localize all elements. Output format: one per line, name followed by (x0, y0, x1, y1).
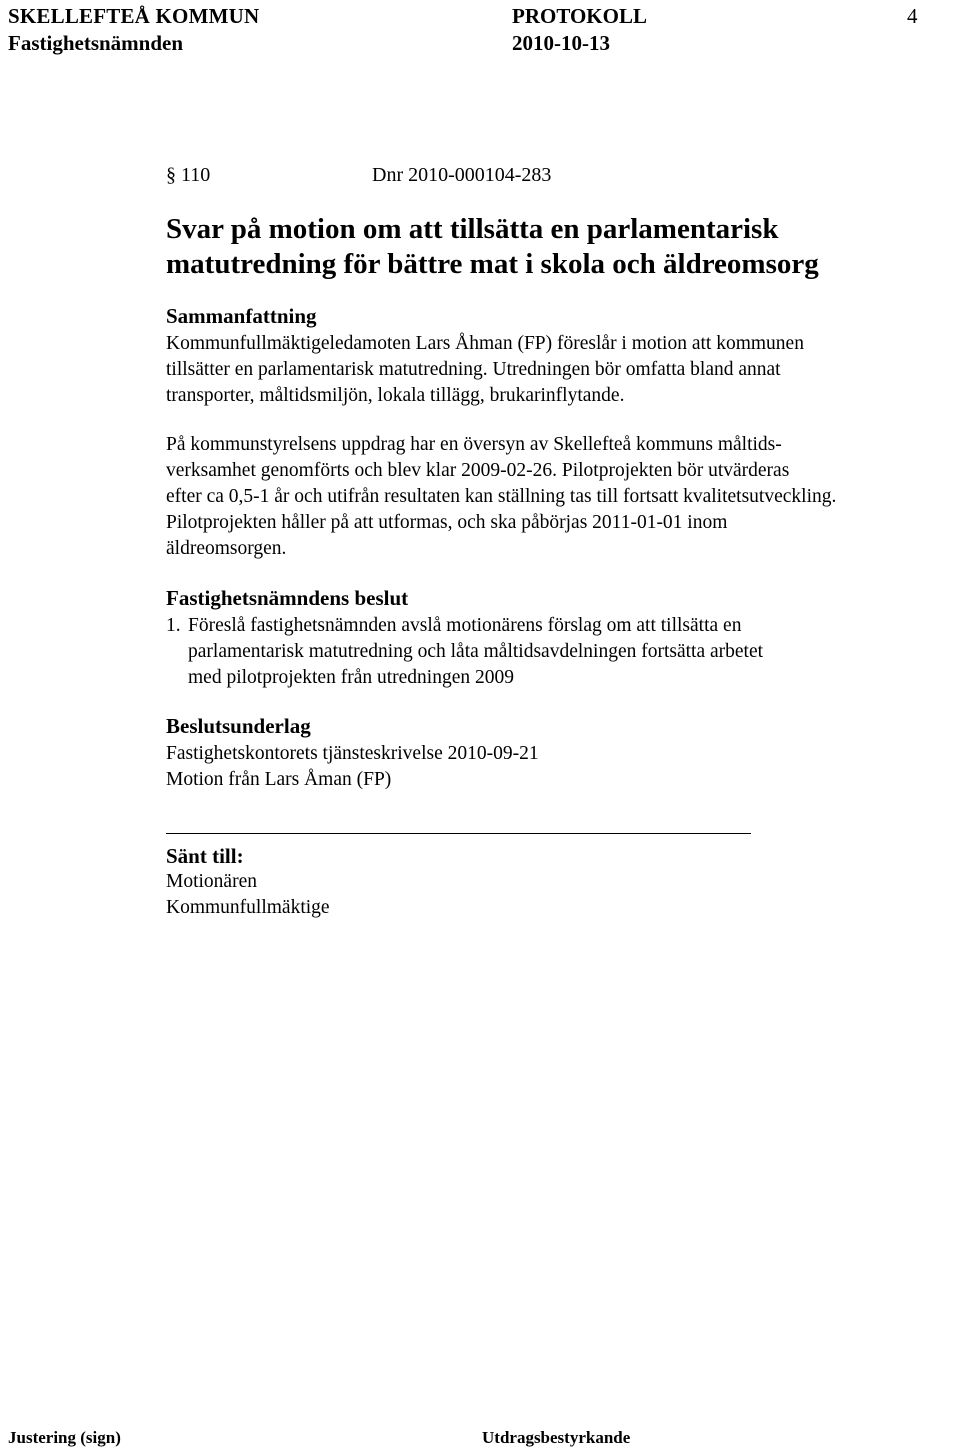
diary-number: Dnr 2010-000104-283 (372, 164, 552, 186)
title-line: Svar på motion om att tillsätta en parlamentarisk (166, 213, 779, 245)
board-name: Fastighetsnämnden (8, 31, 184, 55)
footer-utdragsbestyrkande: Utdragsbestyrkande (482, 1428, 631, 1447)
text-line: äldreomsorgen. (166, 538, 287, 559)
decision-item-number: 1. (166, 615, 181, 636)
sent-to-heading: Sänt till: (166, 844, 244, 868)
text-line: Kommunfullmäktigeledamoten Lars Åhman (FP) föreslår i motion att kommunen (166, 333, 804, 354)
summary-paragraph-1 (166, 331, 804, 409)
basis-item: Fastighetskontorets tjänsteskrivelse 2010-09-21 (166, 743, 539, 764)
page-number: 4 (907, 4, 918, 28)
decision-item-text (188, 613, 763, 691)
text-line: efter ca 0,5-1 år och utifrån resultaten kan ställning tas till fortsatt kvalitetsutveckling. (166, 486, 837, 507)
summary-heading: Sammanfattning (166, 304, 317, 328)
summary-paragraph-2 (166, 432, 836, 562)
text-line: Pilotprojekten håller på att utformas, och ska påbörjas 2011-01-01 inom (166, 512, 728, 533)
page-title (166, 212, 819, 282)
decision-heading: Fastighetsnämndens beslut (166, 586, 409, 610)
recipient: Kommunfullmäktige (166, 897, 330, 918)
text-line: Föreslå fastighetsnämnden avslå motionärens förslag om att tillsätta en (188, 615, 742, 636)
paragraph-number: § 110 (166, 164, 211, 186)
divider-line (166, 833, 751, 834)
title-line: matutredning för bättre mat i skola och äldreomsorg (166, 248, 819, 280)
footer-justering: Justering (sign) (8, 1428, 121, 1447)
basis-item: Motion från Lars Åman (FP) (166, 769, 392, 790)
text-line: verksamhet genomförts och blev klar 2009-02-26. Pilotprojekten bör utvärderas (166, 460, 790, 481)
document-type: PROTOKOLL (512, 4, 647, 28)
text-line: tillsätter en parlamentarisk matutredning. Utredningen bör omfatta bland annat (166, 359, 781, 380)
text-line: transporter, måltidsmiljön, lokala tillägg, brukarinflytande. (166, 385, 625, 406)
municipality-name: SKELLEFTEÅ KOMMUN (8, 4, 260, 28)
text-line: med pilotprojekten från utredningen 2009 (188, 667, 514, 688)
recipient: Motionären (166, 871, 257, 892)
text-line: parlamentarisk matutredning och låta måltidsavdelningen fortsätta arbetet (188, 641, 764, 662)
meeting-date: 2010-10-13 (512, 31, 610, 55)
basis-heading: Beslutsunderlag (166, 714, 311, 738)
recipient-list (166, 869, 330, 921)
basis-list (166, 741, 539, 793)
text-line: På kommunstyrelsens uppdrag har en översyn av Skellefteå kommuns måltids- (166, 434, 782, 455)
